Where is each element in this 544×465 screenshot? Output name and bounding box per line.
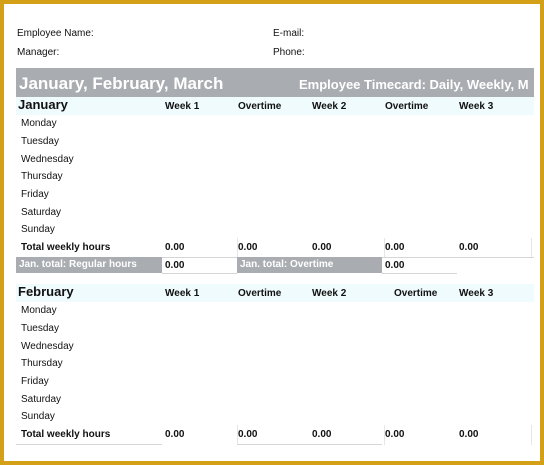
- phone-label: Phone:: [273, 47, 305, 58]
- jan-total-overtime2: 0.00: [385, 242, 405, 253]
- february-title: February: [18, 284, 74, 299]
- feb-total-overtime2: 0.00: [385, 429, 405, 440]
- jan-col-week2: Week 2: [312, 101, 347, 112]
- feb-total-rule: [237, 444, 382, 445]
- feb-day-saturday: Saturday: [21, 394, 62, 405]
- jan-day-friday: Friday: [21, 189, 49, 200]
- jan-regular-total-value: 0.00: [165, 260, 185, 271]
- feb-day-wednesday: Wednesday: [21, 341, 74, 352]
- jan-total-weekly-label: Total weekly hours: [21, 242, 111, 253]
- jan-cell-divider: [531, 238, 532, 258]
- employee-name-label: Employee Name:: [17, 28, 94, 39]
- feb-col-overtime2: Overtime: [394, 288, 438, 299]
- jan-col-week1: Week 1: [165, 101, 200, 112]
- feb-col-week3: Week 3: [459, 288, 494, 299]
- jan-regular-rule: [162, 273, 237, 274]
- jan-total-week2: 0.00: [312, 242, 332, 253]
- feb-day-friday: Friday: [21, 376, 49, 387]
- feb-total-week1: 0.00: [165, 429, 185, 440]
- feb-total-week2: 0.00: [312, 429, 332, 440]
- feb-total-overtime1: 0.00: [238, 429, 258, 440]
- jan-day-wednesday: Wednesday: [21, 154, 74, 165]
- jan-col-week3: Week 3: [459, 101, 494, 112]
- feb-total-weekly-label: Total weekly hours: [21, 429, 111, 440]
- jan-day-monday: Monday: [21, 118, 57, 129]
- jan-regular-total-label: Jan. total: Regular hours: [16, 257, 162, 273]
- jan-overtime-rule: [382, 273, 457, 274]
- feb-day-tuesday: Tuesday: [21, 323, 59, 334]
- jan-day-saturday: Saturday: [21, 207, 62, 218]
- feb-day-sunday: Sunday: [21, 411, 55, 422]
- jan-day-thursday: Thursday: [21, 171, 63, 182]
- feb-total-rule: [16, 444, 162, 445]
- jan-total-overtime1: 0.00: [238, 242, 258, 253]
- jan-col-overtime1: Overtime: [238, 101, 282, 112]
- jan-overtime-total-value: 0.00: [385, 260, 405, 271]
- jan-total-week3: 0.00: [459, 242, 479, 253]
- feb-col-week2: Week 2: [312, 288, 347, 299]
- timecard-banner: [16, 68, 534, 100]
- manager-label: Manager:: [17, 47, 60, 58]
- feb-day-monday: Monday: [21, 305, 57, 316]
- banner-subtitle: Employee Timecard: Daily, Weekly, M: [299, 77, 529, 92]
- feb-col-overtime1: Overtime: [238, 288, 282, 299]
- jan-day-tuesday: Tuesday: [21, 136, 59, 147]
- jan-col-overtime2: Overtime: [385, 101, 429, 112]
- banner-title: January, February, March: [19, 74, 224, 93]
- feb-total-week3: 0.00: [459, 429, 479, 440]
- feb-col-week1: Week 1: [165, 288, 200, 299]
- jan-day-sunday: Sunday: [21, 224, 55, 235]
- email-label: E-mail:: [273, 28, 305, 39]
- feb-day-thursday: Thursday: [21, 358, 63, 369]
- january-title: January: [18, 97, 68, 112]
- jan-overtime-total-label: Jan. total: Overtime: [237, 257, 382, 273]
- feb-cell-divider: [531, 425, 532, 445]
- jan-total-week1: 0.00: [165, 242, 185, 253]
